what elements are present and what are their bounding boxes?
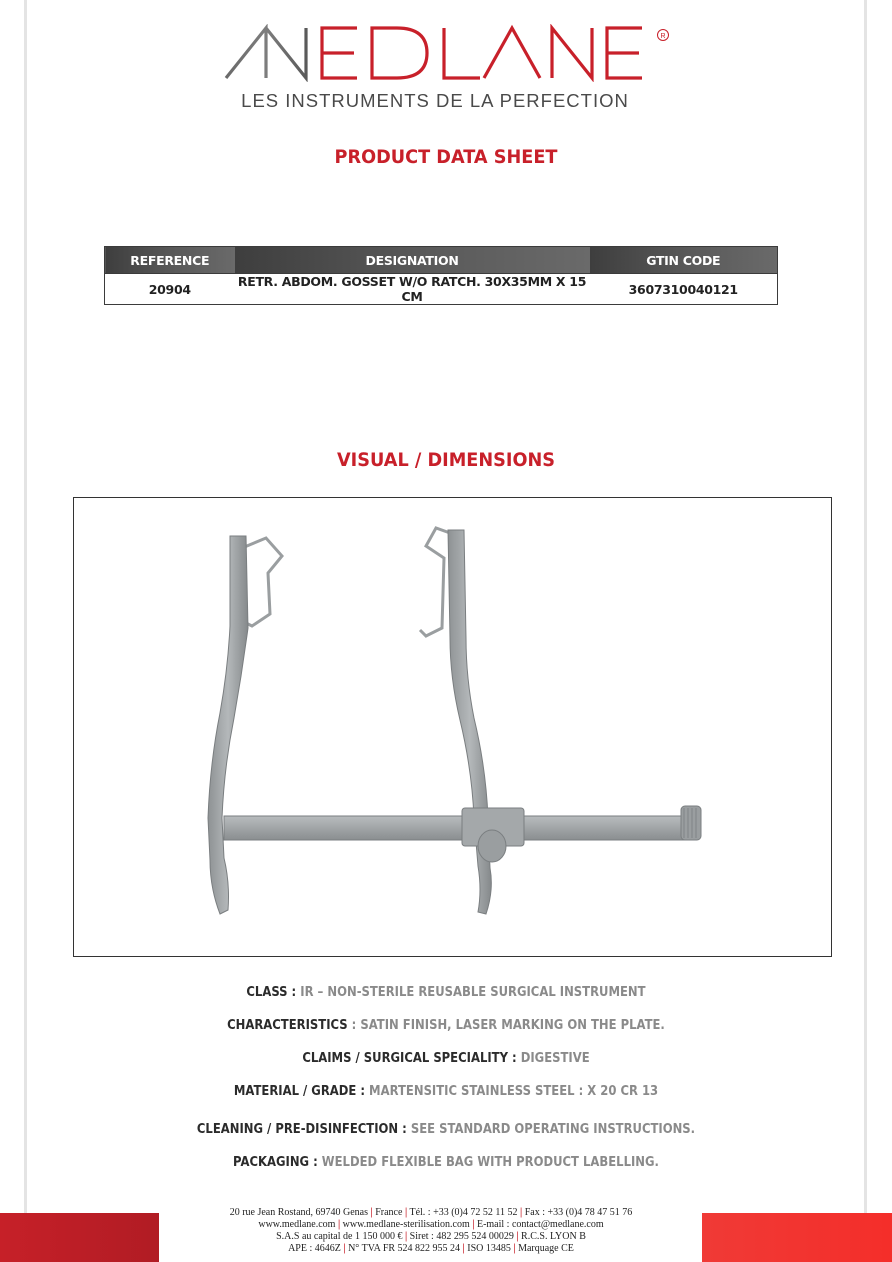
footer-line-2: www.medlane.com | www.medlane-sterilisation.com | E-mail : contact@medlane.com	[258, 1219, 604, 1230]
reference-table	[104, 246, 778, 305]
sterilisation-website-link[interactable]: www.medlane-sterilisation.com	[342, 1219, 470, 1230]
header-designation: DESIGNATION	[235, 247, 590, 274]
table-header-row	[105, 247, 778, 274]
spec-characteristics: CHARACTERISTICS : SATIN FINISH, LASER MARKING ON THE PLATE.	[227, 1017, 665, 1033]
right-border-line	[864, 0, 867, 1215]
registered-mark: R	[660, 33, 666, 40]
retractor-illustration	[74, 498, 831, 956]
spec-cleaning: CLEANING / PRE-DISINFECTION : SEE STANDARD OPERATING INSTRUCTIONS.	[196, 1121, 696, 1137]
spec-claims: CLAIMS / SURGICAL SPECIALITY : DIGESTIVE	[302, 1050, 590, 1066]
header-gtin: GTIN CODE	[590, 247, 778, 274]
cell-designation: RETR. ABDOM. GOSSET W/O RATCH. 30X35MM X 15 CM	[235, 274, 590, 305]
visual-dimensions-title: VISUAL / DIMENSIONS	[337, 449, 555, 471]
spec-material: MATERIAL / GRADE : MARTENSITIC STAINLESS STEEL : X 20 CR 13	[233, 1083, 659, 1099]
table-row	[105, 274, 778, 305]
spec-class: CLASS : IR – NON-STERILE REUSABLE SURGICAL INSTRUMENT	[246, 984, 646, 1000]
footer-line-3: S.A.S au capital de 1 150 000 € | Siret : 482 295 524 00029 | R.C.S. LYON B	[276, 1231, 586, 1242]
medlane-logo	[222, 24, 672, 82]
spec-packaging: PACKAGING : WELDED FLEXIBLE BAG WITH PRODUCT LABELLING.	[233, 1154, 659, 1170]
product-data-sheet-title: PRODUCT DATA SHEET	[334, 146, 558, 168]
brand-tagline: LES INSTRUMENTS DE LA PERFECTION	[241, 90, 629, 111]
header-reference: REFERENCE	[105, 247, 235, 274]
cell-gtin: 3607310040121	[590, 274, 778, 305]
product-image-frame	[73, 497, 832, 957]
footer-line-1: 20 rue Jean Rostand, 69740 Genas | France | Tél. : +33 (0)4 72 52 11 52 | Fax : +33 (0)4 78 47 51 76	[229, 1207, 633, 1218]
footer	[0, 1207, 862, 1255]
left-border-line	[24, 0, 27, 1215]
website-link[interactable]: www.medlane.com	[258, 1219, 336, 1230]
cell-reference: 20904	[105, 274, 235, 305]
footer-line-4: APE : 4646Z | N° TVA FR 524 822 955 24 | ISO 13485 | Marquage CE	[288, 1243, 574, 1254]
email-link[interactable]: E-mail : contact@medlane.com	[476, 1219, 604, 1230]
